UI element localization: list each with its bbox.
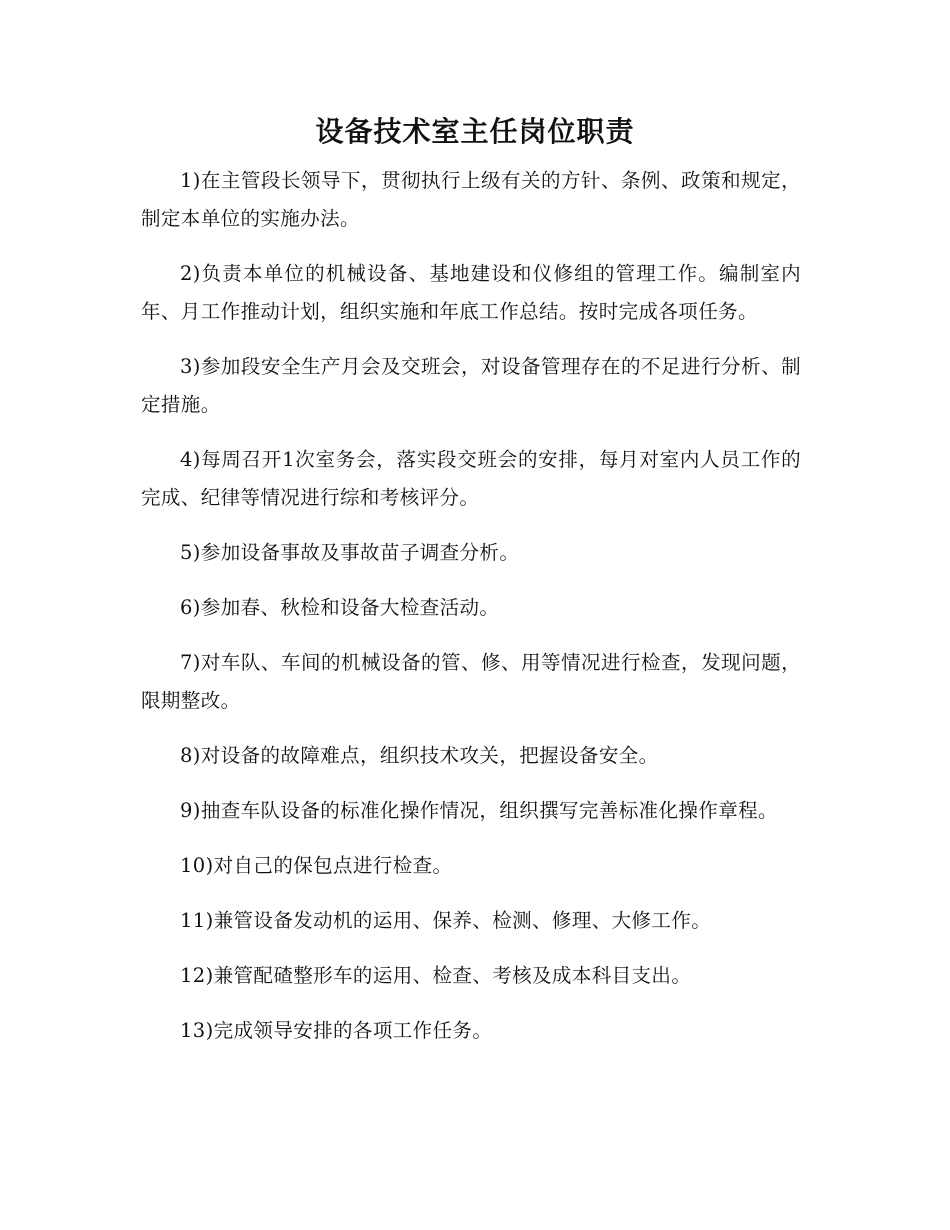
paragraph-5: 5)参加设备事故及事故苗子调查分析。 <box>180 541 520 564</box>
paragraph-11: 11)兼管设备发动机的运用、保养、检测、修理、大修工作。 <box>180 909 712 932</box>
paragraph-4: 4)每周召开1次室务会，落实段交班会的安排，每月对室内人员工作的完成、纪律等情况进行综和考核评分。 <box>141 448 801 509</box>
paragraph-8: 8)对设备的故障难点，组织技术攻关，把握设备安全。 <box>180 744 659 767</box>
paragraph-13: 13)完成领导安排的各项工作任务。 <box>180 1019 493 1042</box>
paragraph-9: 9)抽查车队设备的标准化操作情况，组织撰写完善标准化操作章程。 <box>180 799 778 822</box>
paragraph-6: 6)参加春、秋检和设备大检查活动。 <box>180 596 500 619</box>
paragraph-2: 2)负责本单位的机械设备、基地建设和仪修组的管理工作。编制室内年、月工作推动计划，组织实施和年底工作总结。按时完成各项任务。 <box>141 262 801 323</box>
document-title: 设备技术室主任岗位职责 <box>315 115 635 148</box>
paragraph-10: 10)对自己的保包点进行检查。 <box>180 854 453 877</box>
paragraph-1: 1)在主管段长领导下，贯彻执行上级有关的方针、条例、政策和规定，制定本单位的实施办法。 <box>141 169 801 230</box>
document-body <box>141 162 801 1067</box>
paragraph-7: 7)对车队、车间的机械设备的管、修、用等情况进行检查，发现问题，限期整改。 <box>141 651 801 712</box>
paragraph-12: 12)兼管配碴整形车的运用、检查、考核及成本科目支出。 <box>180 964 692 987</box>
paragraph-3: 3)参加段安全生产月会及交班会，对设备管理存在的不足进行分析、制定措施。 <box>141 355 801 416</box>
